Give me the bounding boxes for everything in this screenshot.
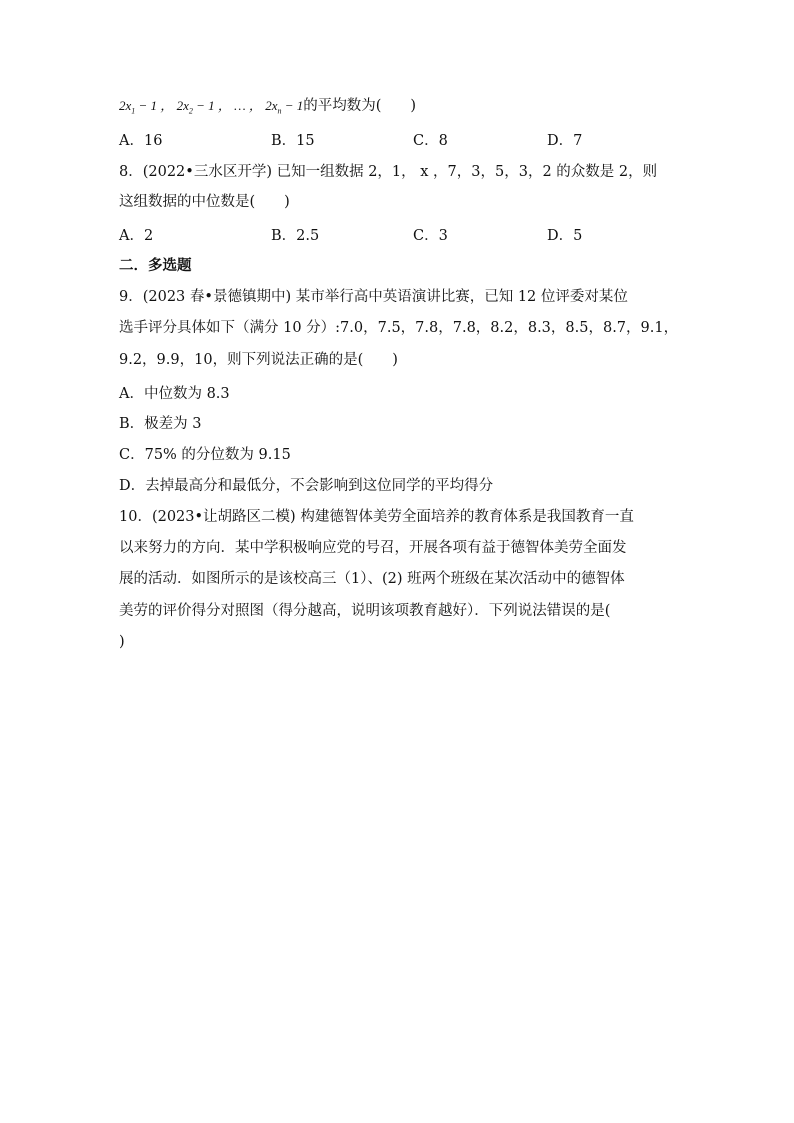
q7-term-1: $2x_1 - 1$ ， bbox=[119, 98, 177, 116]
q7-option-c: C．8 bbox=[413, 133, 448, 149]
q9-option-d: D．去掉最高分和最低分，不会影响到这位同学的平均得分 bbox=[119, 478, 494, 494]
q9-line-2: 选手评分具体如下（满分 10 分）:7.0，7.5，7.8，7.8，8.2，8.3，8.5，8.7，9.1， bbox=[119, 320, 679, 336]
q8-line-1: 8．(2022•三水区开学) 已知一组数据 2，1， x ，7，3，5，3，2 的众数是 2，则 bbox=[119, 164, 658, 180]
q8-option-d: D．5 bbox=[547, 228, 583, 244]
q8-option-c: C．3 bbox=[413, 228, 448, 244]
q10-line-3: 展的活动．如图所示的是该校高三（1）、(2) 班两个班级在某次活动中的德智体 bbox=[119, 571, 625, 587]
q7-option-d: D．7 bbox=[547, 133, 583, 149]
q10-line-1: 10．(2023•让胡路区二模) 构建德智体美劳全面培养的教育体系是我国教育一直 bbox=[119, 509, 634, 525]
q10-line-4: 美劳的评价得分对照图（得分越高，说明该项教育越好）．下列说法错误的是( bbox=[119, 603, 611, 619]
q7-option-a: A．16 bbox=[119, 133, 163, 149]
q10-line-5: ) bbox=[119, 634, 125, 650]
q7-formula-line bbox=[119, 96, 416, 122]
q9-option-a: A．中位数为 8.3 bbox=[119, 386, 230, 402]
q7-term-2: $2x_2 - 1$ ， … ， bbox=[176, 98, 266, 116]
q8-option-b: B．2.5 bbox=[271, 228, 320, 244]
q7-term-3: $2x_n - 1$ bbox=[265, 98, 304, 116]
section-heading-multiple-choice: 二．多选题 bbox=[119, 257, 192, 274]
q9-option-c: C．75% 的分位数为 9.15 bbox=[119, 447, 291, 463]
q7-question-tail: 的平均数为( ) bbox=[303, 98, 417, 114]
q7-option-b: B．15 bbox=[271, 133, 315, 149]
q9-line-3: 9.2，9.9，10，则下列说法正确的是( ) bbox=[119, 352, 398, 368]
q9-option-b: B．极差为 3 bbox=[119, 416, 202, 432]
q9-line-1: 9．(2023 春•景德镇期中) 某市举行高中英语演讲比赛，已知 12 位评委对某位 bbox=[119, 289, 628, 305]
q10-line-2: 以来努力的方向．某中学积极响应党的号召，开展各项有益于德智体美劳全面发 bbox=[119, 540, 627, 556]
q8-line-2: 这组数据的中位数是( ) bbox=[119, 194, 290, 210]
q8-option-a: A．2 bbox=[119, 228, 154, 244]
